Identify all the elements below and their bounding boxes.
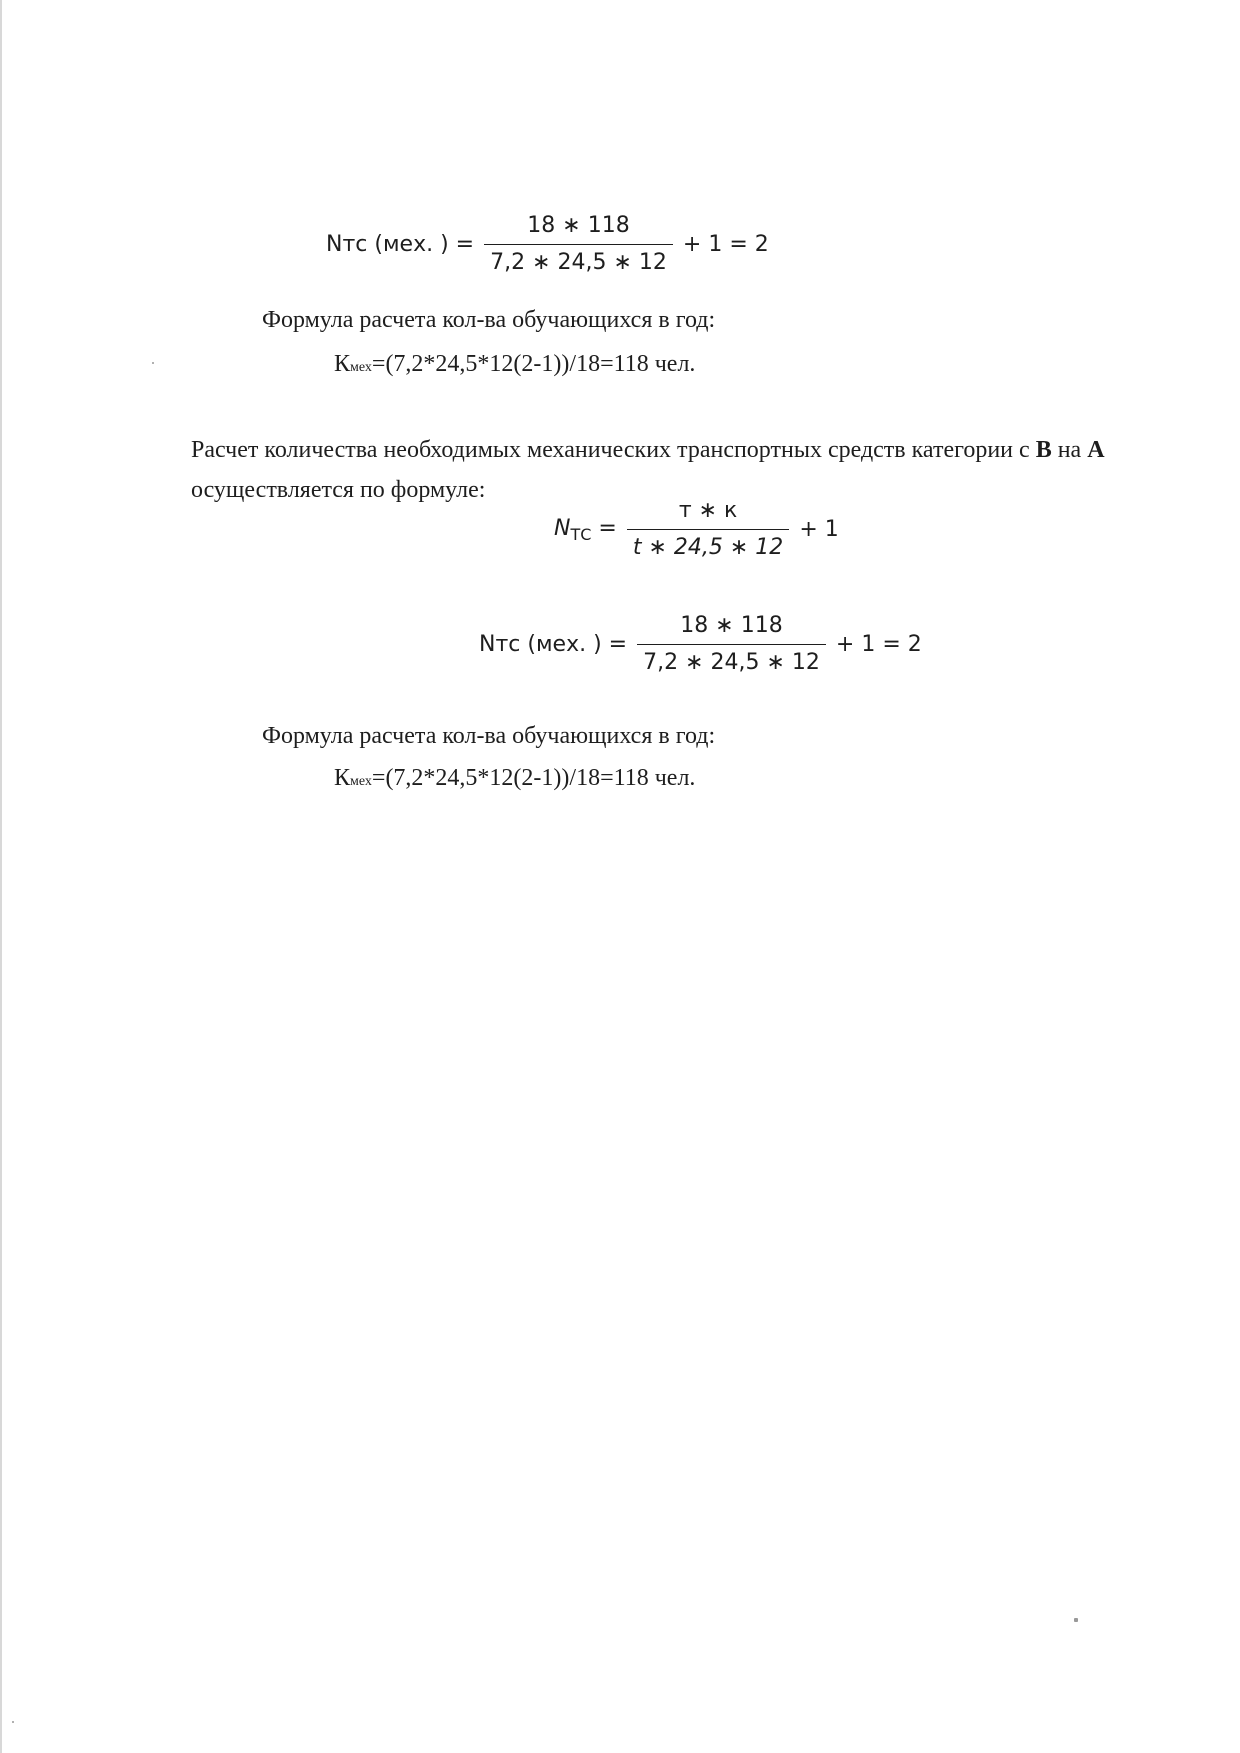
formula-lhs: Nтс (мех. ) = bbox=[479, 632, 628, 657]
scan-speck bbox=[12, 1721, 14, 1723]
calculation-middle: на bbox=[1051, 437, 1088, 463]
kmex-subscript: мех bbox=[350, 360, 372, 375]
kmex-k: К bbox=[334, 765, 351, 791]
students-formula-heading-1: Формула расчета кол-ва обучающихся в год: bbox=[262, 307, 716, 333]
kmex-rest: =(7,2*24,5*12(2-1))/18=118 чел. bbox=[371, 765, 696, 791]
formula-general-numerator: т ∗ к bbox=[678, 498, 738, 523]
formula-numerator: 18 ∗ 118 bbox=[527, 213, 630, 238]
formula-rhs: + 1 = 2 bbox=[835, 632, 922, 657]
calculation-paragraph-line-1 bbox=[191, 436, 1105, 464]
formula-denominator: 7,2 ∗ 24,5 ∗ 12 bbox=[637, 644, 826, 675]
formula-general-rhs: + 1 bbox=[799, 517, 839, 542]
formula-fraction bbox=[484, 214, 673, 275]
kmex-formula-2 bbox=[334, 764, 695, 796]
scan-speck bbox=[152, 362, 154, 364]
kmex-rest: =(7,2*24,5*12(2-1))/18=118 чел. bbox=[371, 351, 696, 377]
formula-fraction bbox=[637, 614, 826, 675]
formula-general-fraction bbox=[627, 499, 789, 560]
formula-n-subscript: ТС bbox=[570, 524, 592, 544]
formula-general bbox=[550, 499, 843, 560]
formula-general-denominator: t ∗ 24,5 ∗ 12 bbox=[627, 529, 789, 560]
formula-equals: = bbox=[598, 515, 617, 541]
formula-rhs: + 1 = 2 bbox=[682, 232, 769, 257]
scan-speck bbox=[1074, 1618, 1078, 1622]
formula-ntc-mex-1 bbox=[322, 214, 773, 275]
kmex-k: К bbox=[334, 351, 351, 377]
formula-numerator: 18 ∗ 118 bbox=[680, 613, 783, 638]
calculation-text: Расчет количества необходимых механических транспортных средств категории с bbox=[191, 437, 1036, 463]
kmex-formula-1 bbox=[334, 350, 695, 382]
calculation-paragraph-line-2: осуществляется по формуле: bbox=[191, 477, 486, 503]
formula-general-lhs bbox=[550, 516, 621, 544]
formula-lhs: Nтс (мех. ) = bbox=[326, 232, 475, 257]
category-b: B bbox=[1035, 437, 1052, 463]
formula-denominator: 7,2 ∗ 24,5 ∗ 12 bbox=[484, 244, 673, 275]
page-edge bbox=[0, 0, 2, 1753]
students-formula-heading-2: Формула расчета кол-ва обучающихся в год: bbox=[262, 723, 716, 749]
category-a: A bbox=[1087, 437, 1105, 463]
formula-n: N bbox=[554, 515, 571, 541]
formula-ntc-mex-2 bbox=[475, 614, 926, 675]
kmex-subscript: мех bbox=[350, 774, 372, 789]
